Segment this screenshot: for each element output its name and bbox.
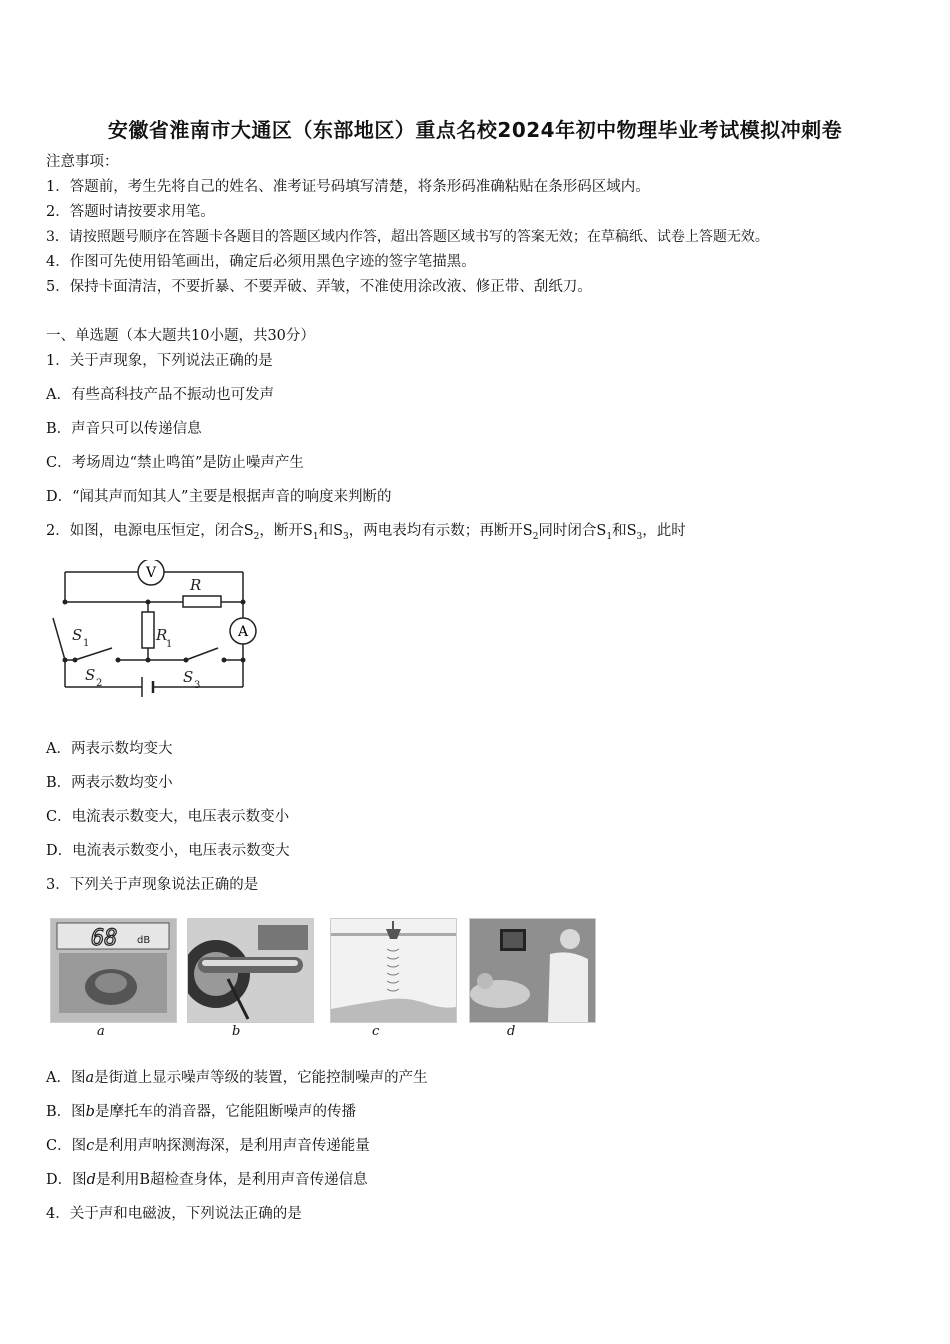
q2-option-d: D．电流表示数变小，电压表示数变大 <box>46 843 290 859</box>
photo-a-noise-meter <box>50 918 177 1023</box>
resistor-r1-label: R <box>156 626 168 644</box>
question-2-stem: 2．如图，电源电压恒定，闭合$S_2$，断开$S_1$和$S_3$，两电表均有示数；再断开$S_2$同时闭合$S_1$和$S_3$，此时 <box>46 523 686 542</box>
s1-subscript: 1 <box>83 638 90 649</box>
q2-option-b: B．两表示数均变小 <box>46 775 173 791</box>
q3-option-b: B．图b是摩托车的消音器，它能阻断噪声的传播 <box>46 1104 356 1120</box>
r1-subscript: 1 <box>166 639 173 650</box>
switch-s3-label: S <box>183 668 194 686</box>
notice-item: 4．作图可先使用铅笔画出，确定后必须用黑色字迹的签字笔描黑。 <box>46 254 476 270</box>
s2-subscript: 2 <box>96 678 103 689</box>
q1-option-d: D．“闻其声而知其人”主要是根据声音的响度来判断的 <box>46 489 392 505</box>
notice-item: 5．保持卡面清洁，不要折暴、不要弄破、弄皱，不准使用涂改液、修正带、刮纸刀。 <box>46 279 592 295</box>
photo-label-b: b <box>232 1024 241 1039</box>
q1-option-c: C．考场周边“禁止鸣笛”是防止噪声产生 <box>46 455 304 471</box>
meter-reading: 68 <box>91 926 118 951</box>
q1-option-b: B．声音只可以传递信息 <box>46 421 202 437</box>
s3-subscript: 3 <box>194 680 201 691</box>
photo-label-d: d <box>507 1024 516 1039</box>
photo-b-muffler <box>187 918 314 1023</box>
q1-option-a: A．有些高科技产品不振动也可发声 <box>46 387 274 403</box>
switch-s1-label: S <box>72 626 83 644</box>
q3-option-a: A．图a是街道上显示噪声等级的装置，它能控制噪声的产生 <box>46 1070 428 1086</box>
notice-heading: 注意事项： <box>46 154 119 170</box>
notice-item: 2．答题时请按要求用笔。 <box>46 204 215 220</box>
question-1-stem: 1．关于声现象，下列说法正确的是 <box>46 353 273 369</box>
resistor-r-label: R <box>190 576 202 594</box>
question-4-stem: 4．关于声和电磁波，下列说法正确的是 <box>46 1206 302 1222</box>
photo-c-sonar <box>330 918 457 1023</box>
question-3-stem: 3．下列关于声现象说法正确的是 <box>46 877 259 893</box>
circuit-diagram <box>40 560 270 705</box>
q3-option-c: C．图c是利用声呐探测海深，是利用声音传递能量 <box>46 1138 370 1154</box>
section-heading: 一、单选题（本大题共10小题，共30分） <box>46 328 315 344</box>
meter-unit: dB <box>137 935 151 946</box>
voltmeter-label: V <box>145 565 157 581</box>
photo-d-ultrasound <box>469 918 596 1023</box>
switch-s2-label: S <box>85 666 96 684</box>
q2-option-a: A．两表示数均变大 <box>46 741 173 757</box>
photo-label-a: a <box>97 1024 105 1039</box>
page-title: 安徽省淮南市大通区（东部地区）重点名校2024年初中物理毕业考试模拟冲刺卷 <box>107 118 843 142</box>
notice-item: 3．请按照题号顺序在答题卡各题目的答题区域内作答，超出答题区域书写的答案无效；在草稿纸、试卷上答题无效。 <box>46 229 769 245</box>
q3-option-d: D．图d是利用B超检查身体，是利用声音传递信息 <box>46 1172 368 1188</box>
ammeter-label: A <box>237 624 249 640</box>
q2-option-c: C．电流表示数变大，电压表示数变小 <box>46 809 290 825</box>
notice-item: 1．答题前，考生先将自己的姓名、准考证号码填写清楚，将条形码准确粘贴在条形码区域内。 <box>46 179 650 195</box>
photo-label-c: c <box>372 1024 380 1039</box>
